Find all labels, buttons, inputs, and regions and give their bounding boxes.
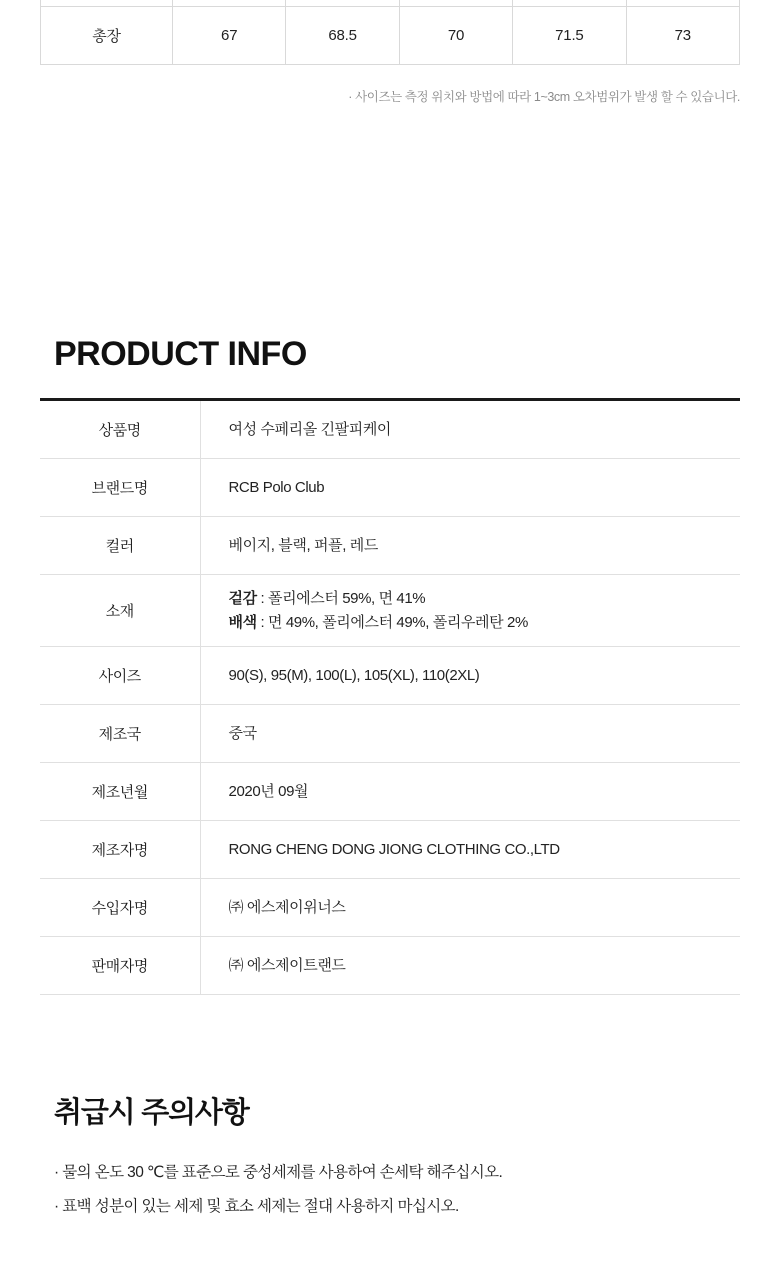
info-key: 제조년월 <box>40 763 200 821</box>
size-table-section <box>40 0 740 105</box>
info-value: 90(S), 95(M), 100(L), 105(XL), 110(2XL) <box>200 647 740 705</box>
info-key: 소재 <box>40 575 200 647</box>
info-value: ㈜ 에스제이위너스 <box>200 879 740 937</box>
table-row <box>40 575 740 647</box>
info-key: 브랜드명 <box>40 459 200 517</box>
info-key: 컬러 <box>40 517 200 575</box>
table-row <box>40 879 740 937</box>
table-row <box>40 647 740 705</box>
info-value: 2020년 09월 <box>200 763 740 821</box>
info-key: 판매자명 <box>40 937 200 995</box>
info-value: 베이지, 블랙, 퍼플, 레드 <box>200 517 740 575</box>
size-value-cell: 73 <box>626 6 739 64</box>
care-heading: 취급시 주의사항 <box>54 1097 249 1129</box>
material-outer-line <box>229 587 740 610</box>
table-row <box>40 459 740 517</box>
info-value: 여성 수페리올 긴팔피케이 <box>200 401 740 459</box>
info-value: 중국 <box>200 705 740 763</box>
size-value-cell: 70 <box>399 6 512 64</box>
product-info-table-wrap <box>40 398 740 996</box>
table-row <box>40 821 740 879</box>
table-row <box>40 401 740 459</box>
material-accent-line <box>229 611 740 634</box>
care-list <box>40 1161 740 1219</box>
size-table-row <box>41 6 740 64</box>
info-value: ㈜ 에스제이트랜드 <box>200 937 740 995</box>
size-value-cell: 67 <box>173 6 286 64</box>
info-value-material <box>200 575 740 647</box>
material-outer-label: 겉감 <box>228 590 257 608</box>
table-row <box>40 517 740 575</box>
info-key: 상품명 <box>40 401 200 459</box>
list-item: · 물의 온도 30 ℃를 표준으로 중성세제를 사용하여 손세탁 해주십시오. <box>54 1164 503 1181</box>
info-key: 수입자명 <box>40 879 200 937</box>
care-instructions-section <box>0 1090 780 1219</box>
product-info-section <box>0 335 780 996</box>
product-info-table <box>40 401 740 996</box>
info-value: RCB Polo Club <box>200 459 740 517</box>
table-row <box>40 705 740 763</box>
list-item: · 표백 성분이 있는 세제 및 효소 세제는 절대 사용하지 마십시오. <box>54 1198 459 1216</box>
size-value-cell: 68.5 <box>286 6 399 64</box>
info-key: 사이즈 <box>40 647 200 705</box>
material-outer-text: : 폴리에스터 59%, 면 41% <box>256 590 426 608</box>
info-key: 제조국 <box>40 705 200 763</box>
material-accent-text: : 면 49%, 폴리에스터 49%, 폴리우레탄 2% <box>256 613 528 631</box>
size-value-cell: 71.5 <box>513 6 626 64</box>
size-row-label: 총장 <box>41 6 173 64</box>
table-row <box>40 763 740 821</box>
material-accent-label: 배색 <box>228 613 257 631</box>
size-table <box>40 0 740 65</box>
product-info-heading: PRODUCT INFO <box>54 334 307 373</box>
info-value: RONG CHENG DONG JIONG CLOTHING CO.,LTD <box>200 821 740 879</box>
size-measurement-note: · 사이즈는 측정 위치와 방법에 따라 1~3cm 오차범위가 발생 할 수 있습니다. <box>348 89 740 104</box>
info-key: 제조자명 <box>40 821 200 879</box>
table-row <box>40 937 740 995</box>
